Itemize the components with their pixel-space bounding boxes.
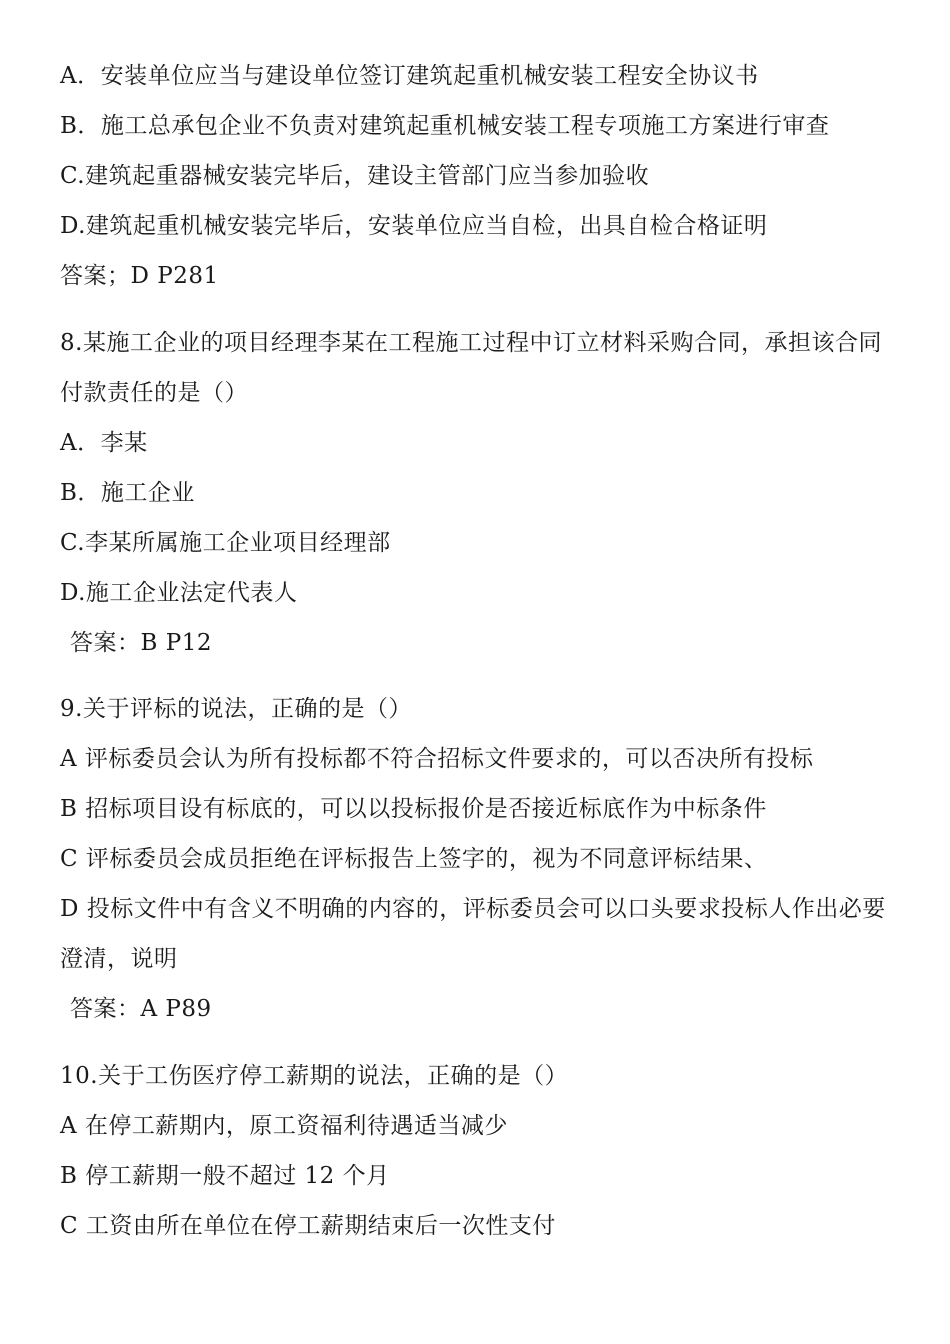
option-a-q8: A．李某 bbox=[60, 430, 148, 456]
option-d-q7: D.建筑起重机械安装完毕后，安装单位应当自检，出具自检合格证明 bbox=[60, 213, 768, 239]
option-b-q9: B 招标项目设有标底的，可以以投标报价是否接近标底作为中标条件 bbox=[60, 796, 767, 822]
answer-q8: 答案：B P12 bbox=[70, 630, 212, 656]
answer-q7: 答案；D P281 bbox=[60, 263, 219, 289]
option-c-q8: C.李某所属施工企业项目经理部 bbox=[60, 530, 391, 556]
option-c-q9: C 评标委员会成员拒绝在评标报告上签字的，视为不同意评标结果、 bbox=[60, 846, 768, 872]
question-10: 10.关于工伤医疗停工薪期的说法，正确的是（） bbox=[60, 1063, 569, 1089]
option-c-q10: C 工资由所在单位在停工薪期结束后一次性支付 bbox=[60, 1213, 556, 1239]
option-c-q7: C.建筑起重器械安装完毕后，建设主管部门应当参加验收 bbox=[60, 163, 650, 189]
option-d-q8: D.施工企业法定代表人 bbox=[60, 580, 298, 606]
option-b-q7: B．施工总承包企业不负责对建筑起重机械安装工程专项施工方案进行审查 bbox=[60, 113, 830, 139]
question-8-cont: 付款责任的是（） bbox=[60, 380, 248, 406]
option-a-q7: A．安装单位应当与建设单位签订建筑起重机械安装工程安全协议书 bbox=[60, 63, 759, 89]
question-8: 8.某施工企业的项目经理李某在工程施工过程中订立材料采购合同，承担该合同 bbox=[60, 330, 882, 356]
option-b-q10: B 停工薪期一般不超过 12 个月 bbox=[60, 1163, 390, 1189]
answer-q9: 答案：A P89 bbox=[70, 996, 212, 1022]
option-a-q10: A 在停工薪期内，原工资福利待遇适当减少 bbox=[60, 1113, 508, 1139]
option-d-q9-cont: 澄清，说明 bbox=[60, 946, 178, 972]
option-a-q9: A 评标委员会认为所有投标都不符合招标文件要求的，可以否决所有投标 bbox=[60, 746, 814, 772]
option-d-q9: D 投标文件中有含义不明确的内容的，评标委员会可以口头要求投标人作出必要 bbox=[60, 896, 886, 922]
option-b-q8: B．施工企业 bbox=[60, 480, 195, 506]
question-9: 9.关于评标的说法，正确的是（） bbox=[60, 696, 412, 722]
